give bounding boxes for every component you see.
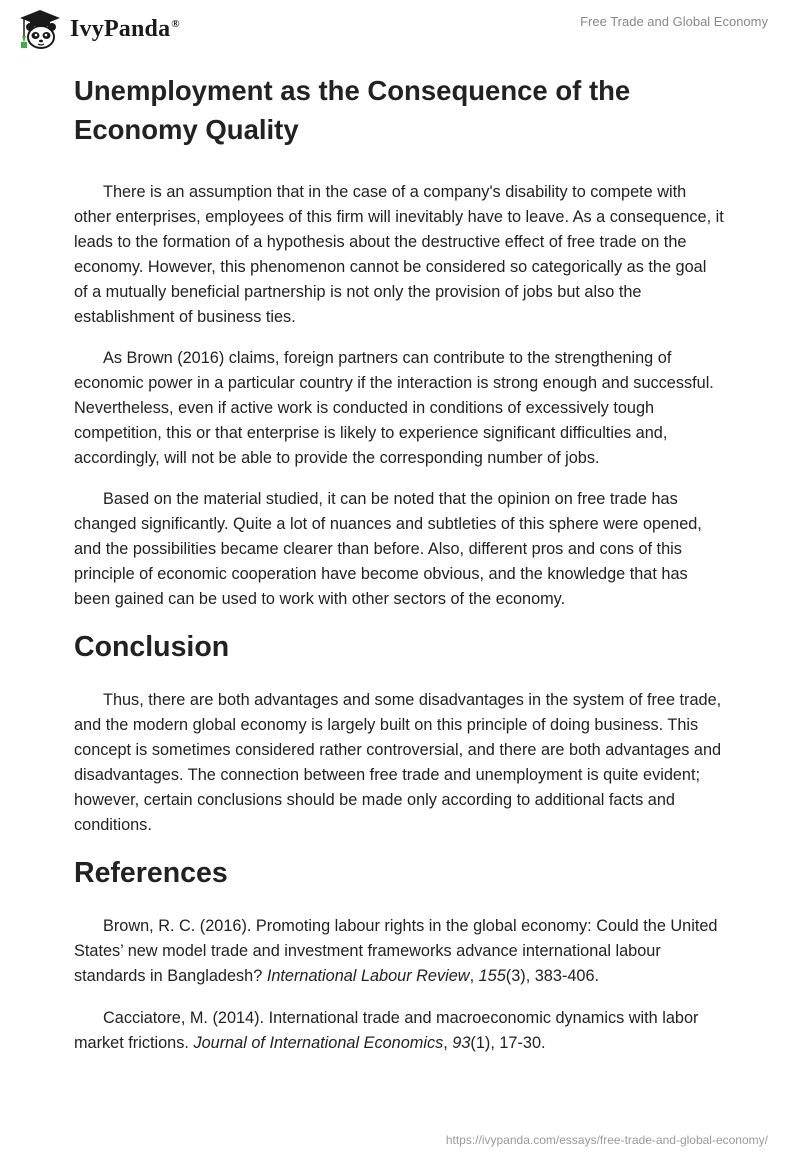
reference-item: Brown, R. C. (2016). Promoting labour rights in the global economy: Could the United States’ new model trade and investment frameworks advance international labour standards in Bangladesh? International Labour Review, 155(3), 383-406.: [74, 917, 718, 985]
essay-content: [74, 71, 724, 1073]
paragraph: Based on the material studied, it can be noted that the opinion on free trade has changed significantly. Quite a lot of nuances and subtleties of this sphere were opened, and the possibilities became clearer than before. Also, different pros and cons of this principle of economic cooperation have become obvious, and the knowledge that has been gained can be used to work with other sectors of the economy.: [74, 490, 702, 608]
paragraph: There is an assumption that in the case of a company's disability to compete with other enterprises, employees of this firm will inevitably have to leave. As a consequence, it leads to the formation of a hypothesis about the destructive effect of free trade on the economy. However, this phenomenon cannot be considered so categorically as the goal of a mutually beneficial partnership is not only the provision of jobs but also the establishment of business ties.: [74, 183, 724, 326]
section-heading-unemployment: Unemployment as the Consequence of the Economy Quality: [74, 75, 631, 145]
brand-name: IvyPanda®: [70, 15, 180, 42]
paragraph: As Brown (2016) claims, foreign partners can contribute to the strengthening of economic power in a particular country if the interaction is strong enough and successful. Nevertheless, even if active work is conducted in conditions of excessively tough competition, this or that enterprise is likely to experience significant difficulties and, accordingly, will not be able to provide the corresponding number of jobs.: [74, 349, 714, 467]
reference-item: Cacciatore, M. (2014). International trade and macroeconomic dynamics with labor market frictions. Journal of International Economics, 93(1), 17-30.: [74, 1009, 699, 1052]
panda-graduation-icon: [14, 8, 62, 50]
ivypanda-logo[interactable]: [14, 8, 180, 50]
running-title: Free Trade and Global Economy: [580, 14, 768, 29]
section-heading-conclusion: Conclusion: [74, 631, 230, 663]
paragraph: Thus, there are both advantages and some disadvantages in the system of free trade, and the modern global economy is largely built on this principle of doing business. This concept is sometimes considered rather controversial, and there are both advantages and disadvantages. The connection between free trade and unemployment is quite evident; however, certain conclusions should be made only according to additional facts and conditions.: [74, 691, 722, 834]
source-url-link[interactable]: https://ivypanda.com/essays/free-trade-and-global-economy/: [445, 1133, 768, 1147]
section-heading-references: References: [74, 857, 228, 889]
page-header: [0, 0, 800, 60]
